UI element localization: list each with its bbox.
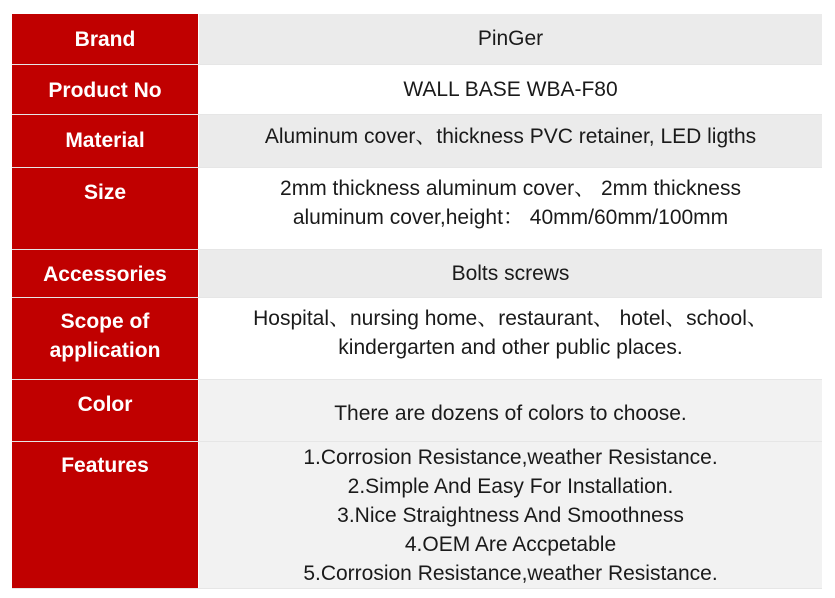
spec-row-brand xyxy=(12,14,822,64)
spec-label-brand: Brand xyxy=(12,14,199,64)
spec-value-size xyxy=(199,167,823,249)
spec-label-features: Features xyxy=(12,441,199,588)
spec-value-material xyxy=(199,114,823,167)
spec-label-color: Color xyxy=(12,379,199,441)
spec-label-accessories: Accessories xyxy=(12,249,199,297)
product-spec-table xyxy=(12,14,822,589)
spec-value-scope xyxy=(199,297,823,379)
spec-value-line: 3.Nice Straightness And Smoothness xyxy=(337,503,684,527)
spec-value-line: 5.Corrosion Resistance,weather Resistance. xyxy=(303,561,718,585)
spec-value-line: 1.Corrosion Resistance,weather Resistance. xyxy=(303,445,718,469)
spec-value-brand xyxy=(199,14,823,64)
spec-value-product-no xyxy=(199,64,823,114)
spec-label-line: application xyxy=(49,338,161,362)
spec-label-line: Scope of xyxy=(60,309,150,333)
spec-label-material: Material xyxy=(12,114,199,167)
spec-value-line: Bolts screws xyxy=(451,261,570,285)
spec-value-line: 2.Simple And Easy For Installation. xyxy=(347,474,674,498)
spec-row-color xyxy=(12,379,822,441)
spec-value-line: PinGer xyxy=(477,27,544,51)
spec-row-product-no xyxy=(12,64,822,114)
spec-value-line: aluminum cover,height： 40mm/60mm/100mm xyxy=(292,205,729,229)
spec-row-material xyxy=(12,114,822,167)
spec-value-accessories xyxy=(199,249,823,297)
spec-value-line: WALL BASE WBA-F80 xyxy=(403,77,618,101)
spec-row-accessories xyxy=(12,249,822,297)
spec-row-size xyxy=(12,167,822,249)
spec-value-features xyxy=(199,441,823,588)
spec-value-line: There are dozens of colors to choose. xyxy=(334,401,687,425)
spec-row-scope xyxy=(12,297,822,379)
spec-value-line: Hospital、nursing home、restaurant、 hotel、school、 xyxy=(253,306,768,330)
spec-row-features xyxy=(12,441,822,588)
spec-value-line: 4.OEM Are Accpetable xyxy=(404,532,617,556)
spec-label-size: Size xyxy=(12,167,199,249)
spec-value-color xyxy=(199,379,823,441)
spec-value-line: kindergarten and other public places. xyxy=(338,335,683,359)
spec-label-product-no: Product No xyxy=(12,64,199,114)
spec-value-line: 2mm thickness aluminum cover、 2mm thickness xyxy=(280,176,741,200)
spec-label-scope xyxy=(12,297,199,379)
spec-value-line: Aluminum cover、thickness PVC retainer, LED ligths xyxy=(264,124,757,148)
